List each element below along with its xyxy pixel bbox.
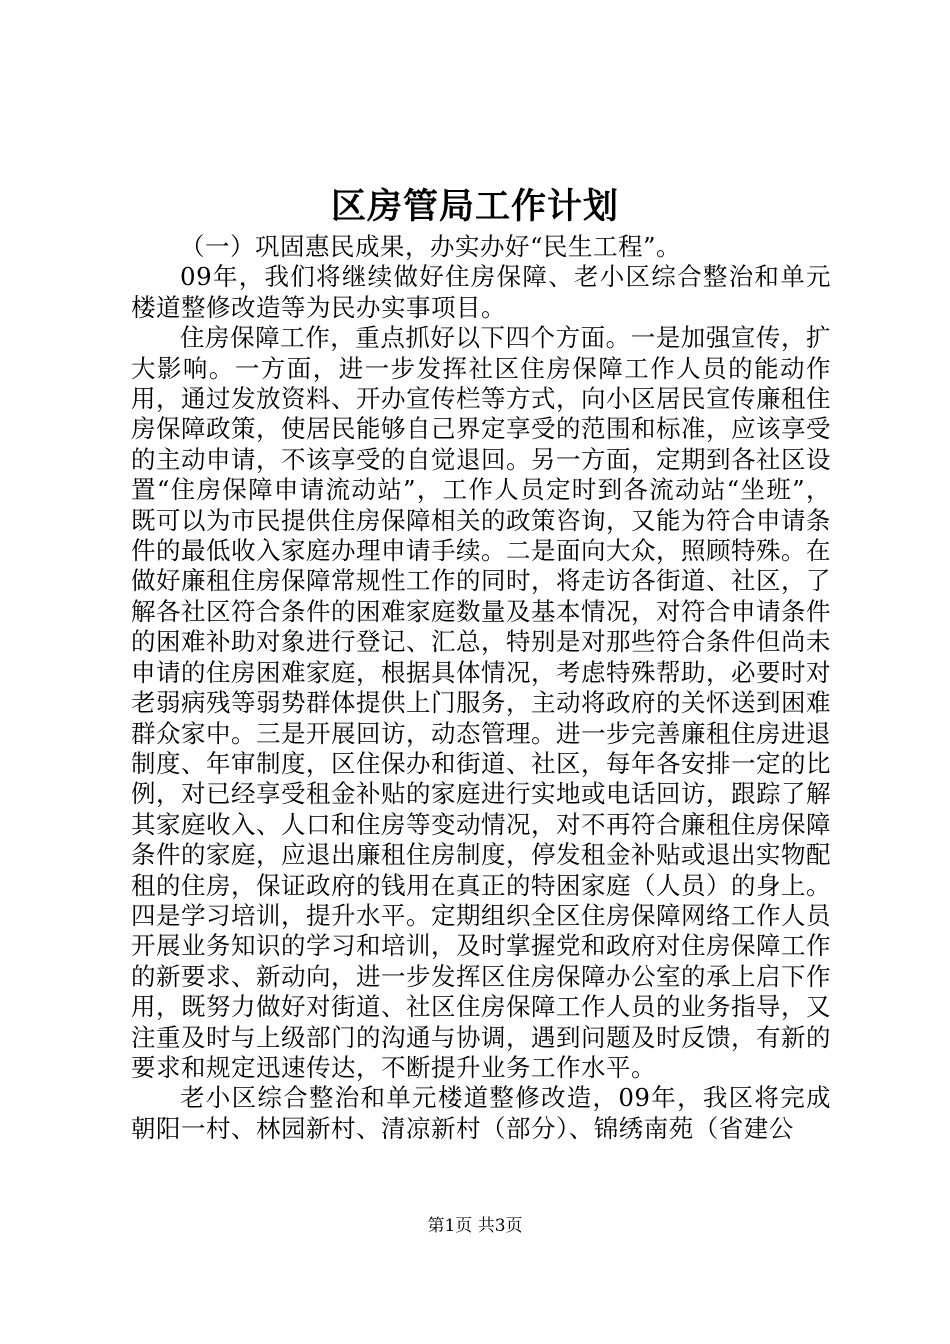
- document-title: 区房管局工作计划: [330, 186, 619, 227]
- page-number: 第1页 共3页: [427, 1216, 523, 1236]
- paragraph-renovation: 老小区综合整治和单元楼道整修改造，09年，我区将完成朝阳一村、林园新村、清凉新村（部分）、锦绣南苑（省建公: [131, 1083, 831, 1143]
- paragraph-section-heading: （一）巩固惠民成果，办实办好“民生工程”。: [180, 232, 682, 261]
- paragraph-housing-security: 住房保障工作，重点抓好以下四个方面。一是加强宣传，扩大影响。一方面，进一步发挥社区住房保障工作人员的能动作用，通过发放资料、开办宣传栏等方式，向小区居民宣传廉租住房保障政策，使居民能够自己界定享受的范围和标准，应该享受的主动申请，不该享受的自觉退回。另一方面，定期到各社区设置“住房保障申请流动站”，工作人员定时到各流动站“坐班”，既可以为市民提供住房保障相关的政策咨询，又能为符合申请条件的最低收入家庭办理申请手续。二是面向大众，照顾特殊。在做好廉租住房保障常规性工作的同时，将走访各街道、社区，了解各社区符合条件的困难家庭数量及基本情况，对符合申请条件的困难补助对象进行登记、汇总，特别是对那些符合条件但尚未申请的住房困难家庭，根据具体情况，考虑特殊帮助，必要时对老弱病残等弱势群体提供上门服务，主动将政府的关怀送到困难群众家中。三是开展回访，动态管理。进一步完善廉租住房进退制度、年审制度，区住保办和街道、社区，每年各安排一定的比例，对已经享受租金补贴的家庭进行实地或电话回访，跟踪了解其家庭收入、人口和住房等变动情况，对不再符合廉租住房保障条件的家庭，应退出廉租住房制度，停发租金补贴或退出实物配租的住房，保证政府的钱用在真正的特困家庭（人员）的身上。四是学习培训，提升水平。定期组织全区住房保障网络工作人员开展业务知识的学习和培训，及时掌握党和政府对住房保障工作的新要求、新动向，进一步发挥区住房保障办公室的承上启下作用，既努力做好对街道、社区住房保障工作人员的业务指导，又注重及时与上级部门的沟通与协调，遇到问题及时反馈，有新的要求和规定迅速传达，不断提升业务工作水平。: [131, 323, 831, 1082]
- paragraph-intro: 09年，我们将继续做好住房保障、老小区综合整治和单元楼道整修改造等为民办实事项目。: [131, 262, 831, 322]
- page-footer: [0, 1214, 950, 1238]
- document-body: [131, 232, 831, 1144]
